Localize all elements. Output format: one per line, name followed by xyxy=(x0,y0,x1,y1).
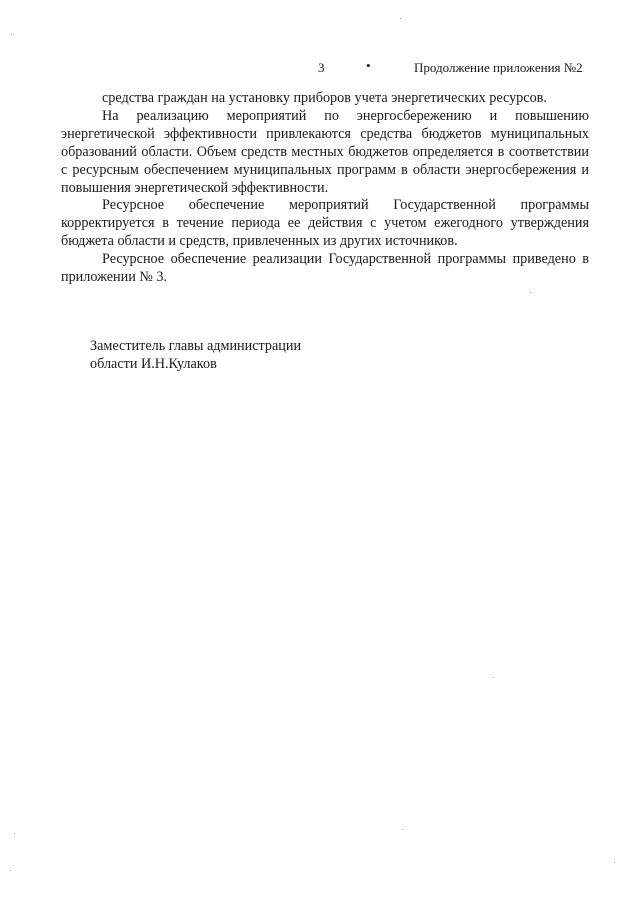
scan-speck xyxy=(11,34,12,35)
page-number: 3 xyxy=(318,60,325,75)
signature-block xyxy=(90,337,301,373)
header-dot: • xyxy=(366,58,371,73)
signature-title: Заместитель главы администрации xyxy=(90,338,302,354)
scan-speck xyxy=(10,870,11,871)
paragraph-3: Ресурсное обеспечение мероприятий Государственной программы корректируется в течение периода ее действия с учетом ежегодного утверждения бюджета области и средств, привлеченных из других источников. xyxy=(61,197,589,250)
scan-speck xyxy=(614,862,615,863)
scan-speck xyxy=(400,18,401,19)
paragraph-2: На реализацию мероприятий по энергосбережению и повышению энергетической эффективности привлекаются средства бюджетов муниципальных образований области. Объем средств местных бюджетов определяется в соответствии с ресурсным обеспечением муниципальных программ в области энергосбережения и повышения энергетической эффективности. xyxy=(61,107,589,196)
paragraph-4: Ресурсное обеспечение реализации Государственной программы приведено в приложении № 3. xyxy=(61,251,589,286)
scan-speck xyxy=(530,292,531,293)
body-text xyxy=(61,90,589,287)
scan-speck xyxy=(493,677,494,678)
appendix-continuation-label: Продолжение приложения №2 xyxy=(414,60,583,75)
scan-speck xyxy=(14,833,15,834)
signature-name: области И.Н.Кулаков xyxy=(90,356,217,372)
scan-speck xyxy=(402,829,403,830)
paragraph-1: средства граждан на установку приборов учета энергетических ресурсов. xyxy=(102,90,547,106)
